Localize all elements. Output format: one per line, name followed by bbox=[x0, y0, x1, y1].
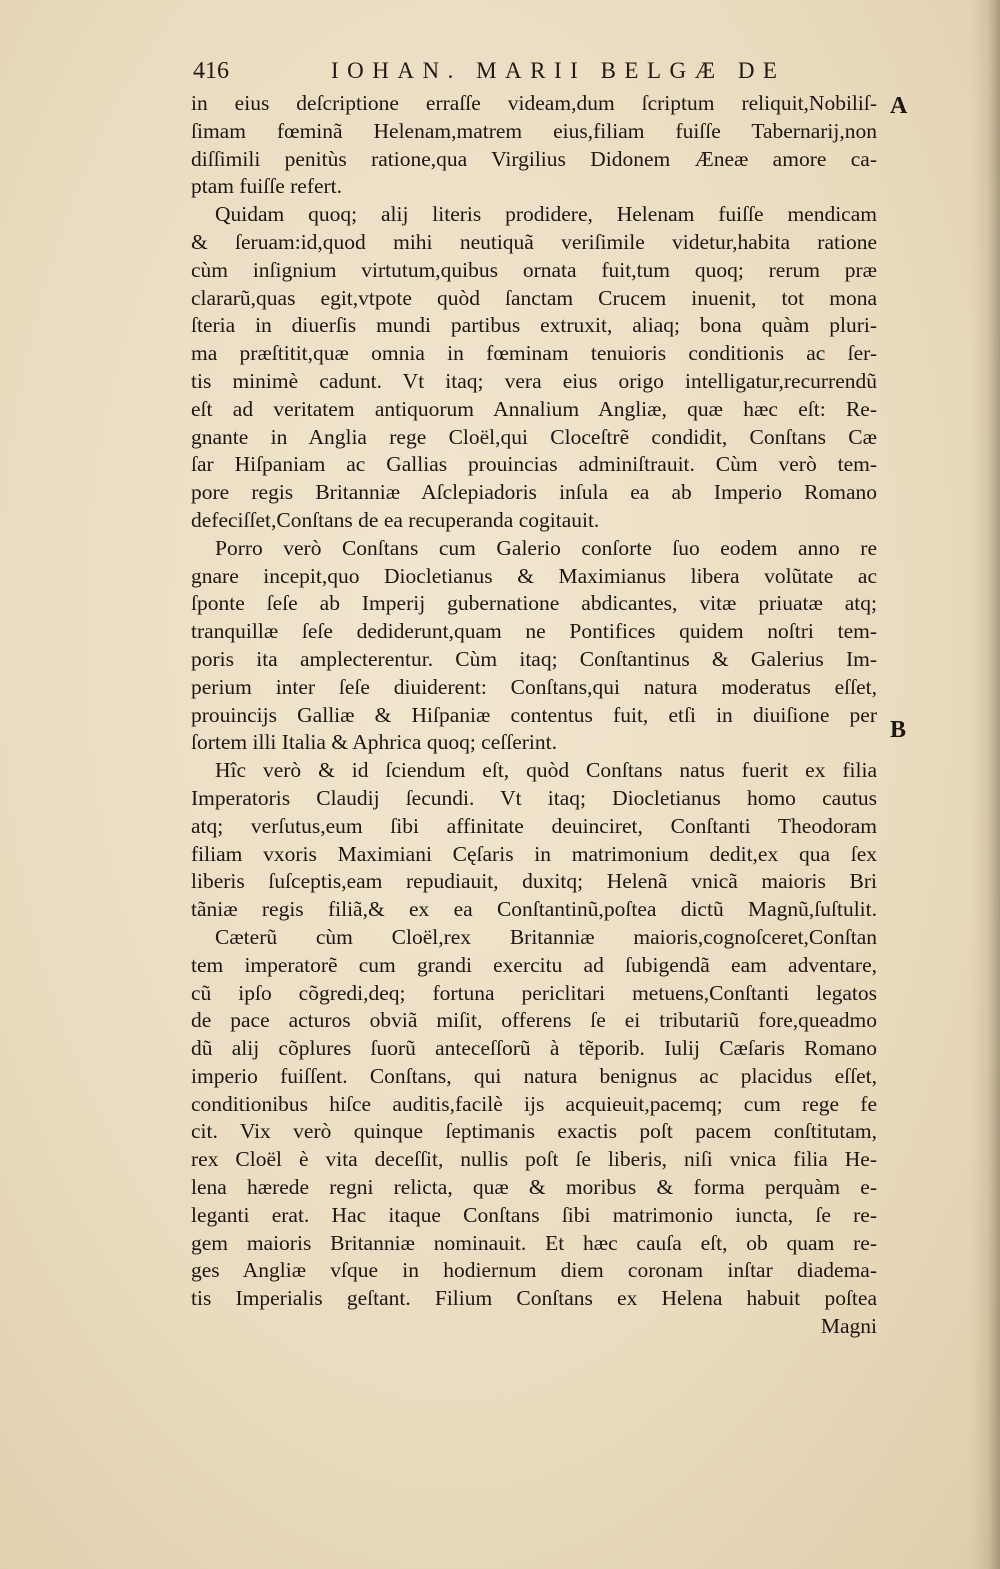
text-line: cũ ipſo cõgredi,deq; fortuna periclitari metuens,Conſtanti legatos bbox=[191, 980, 877, 1005]
text-line: gnare incepit,quo Diocletianus & Maximianus libera volũtate ac bbox=[191, 563, 877, 588]
text-line: liberis ſuſceptis,eam repudiauit, duxitq; Helenã vnicã maioris Bri bbox=[191, 869, 877, 894]
text-line: Imperatoris Claudij ſecundi. Vt itaq; Diocletianus homo cautus bbox=[191, 785, 877, 810]
text-line: Hîc verò & id ſciendum eſt, quòd Conſtans natus fuerit ex filia bbox=[215, 758, 877, 783]
text-line: gem maioris Britanniæ nominauit. Et hæc cauſa eſt, ob quam re- bbox=[191, 1230, 877, 1255]
text-line: ſponte ſeſe ab Imperij gubernatione abdicantes, vitæ priuatæ atq; bbox=[191, 591, 877, 616]
text-line: clararũ,quas egit,vtpote quòd ſanctam Crucem inuenit, tot mona bbox=[191, 285, 877, 310]
text-line: perium inter ſeſe diuiderent: Conſtans,qui natura moderatus eſſet, bbox=[191, 674, 877, 699]
text-line: gnante in Anglia rege Cloël,qui Cloceſtrẽ condidit, Conſtans Cæ bbox=[191, 424, 877, 449]
text-line: defeciſſet,Conſtans de ea recuperanda cogitauit. bbox=[191, 507, 600, 532]
marginal-letter-a: A bbox=[890, 93, 908, 119]
text-line: Cæterũ cùm Cloël,rex Britanniæ maioris,cognoſceret,Conſtan bbox=[215, 924, 877, 949]
text-line: leganti erat. Hac itaque Conſtans ſibi matrimonio iuncta, ſe re- bbox=[191, 1202, 877, 1227]
text-line: tãniæ regis filiã,& ex ea Conſtantinũ,poſtea dictũ Magnũ,ſuſtulit. bbox=[191, 897, 877, 922]
text-line: prouincijs Galliæ & Hiſpaniæ contentus fuit, etſi in diuiſione per bbox=[191, 702, 877, 727]
page-number: 416 bbox=[193, 58, 229, 84]
text-line: cùm inſignium virtutum,quibus ornata fuit,tum quoq; rerum præ bbox=[191, 257, 877, 282]
text-line: Quidam quoq; alij literis prodidere, Helenam fuiſſe mendicam bbox=[215, 202, 877, 227]
text-line: rex Cloël è vita deceſſit, nullis poſt ſe liberis, niſi vnica filia He- bbox=[191, 1147, 877, 1172]
text-line: & ſeruam:id,quod mihi neutiquã veriſimile videtur,habita ratione bbox=[191, 229, 877, 254]
text-line: ptam fuiſſe refert. bbox=[191, 174, 343, 199]
text-line: tis minimè cadunt. Vt itaq; vera eius origo intelligatur,recurrendũ bbox=[191, 368, 877, 393]
text-line: dũ alij cõplures ſuorũ anteceſſorũ à tẽporib. Iulij Cæſaris Romano bbox=[191, 1036, 877, 1061]
text-line: tranquillæ ſeſe dediderunt,quam ne Pontifices quidem noſtri tem- bbox=[191, 619, 877, 644]
text-line: ges Angliæ vſque in hodiernum diem coronam inſtar diadema- bbox=[191, 1258, 877, 1283]
body-text bbox=[191, 90, 877, 1341]
text-line: eſt ad veritatem antiquorum Annalium Angliæ, quæ hæc eſt: Re- bbox=[191, 396, 877, 421]
binding-shadow bbox=[970, 0, 1000, 1569]
text-line: atq; verſutus,eum ſibi affinitate deuinciret, Conſtanti Theodoram bbox=[191, 813, 877, 838]
text-line: lena hærede regni relicta, quæ & moribus & forma perquàm e- bbox=[191, 1175, 877, 1200]
running-head bbox=[193, 56, 873, 86]
text-line: poris ita amplecterentur. Cùm itaq; Conſtantinus & Galerius Im- bbox=[191, 646, 877, 671]
text-line: ma præſtitit,quæ omnia in fœminam tenuioris conditionis ac ſer- bbox=[191, 341, 877, 366]
text-line: imperio fuiſſent. Conſtans, qui natura benignus ac placidus eſſet, bbox=[191, 1063, 877, 1088]
running-head-title: IOHAN. MARII BELGÆ DE bbox=[331, 58, 786, 83]
text-line: ſar Hiſpaniam ac Gallias prouincias adminiſtrauit. Cùm verò tem- bbox=[191, 452, 877, 477]
text-line: tem imperatorẽ cum grandi exercitu ad ſubigendã eam adventare, bbox=[191, 952, 877, 977]
text-line: cit. Vix verò quinque ſeptimanis exactis poſt pacem conſtitutam, bbox=[191, 1119, 877, 1144]
text-line: filiam vxoris Maximiani Cęſaris in matrimonium dedit,ex qua ſex bbox=[191, 841, 877, 866]
text-line: ſteria in diuerſis mundi partibus extruxit, aliaq; bona quàm pluri- bbox=[191, 313, 877, 338]
text-line: pore regis Britanniæ Aſclepiadoris inſula ea ab Imperio Romano bbox=[191, 480, 877, 505]
text-line: ſimam fœminã Helenam,matrem eius,filiam fuiſſe Tabernarij,non bbox=[191, 118, 877, 143]
text-line: tis Imperialis geſtant. Filium Conſtans ex Helena habuit poſtea bbox=[191, 1286, 877, 1311]
text-line: in eius deſcriptione erraſſe videam,dum ſcriptum reliquit,Nobiliſ- bbox=[191, 91, 877, 115]
catchword: Magni bbox=[820, 1314, 877, 1339]
text-line: diſſimili penitùs ratione,qua Virgilius Didonem Æneæ amore ca- bbox=[191, 146, 877, 171]
text-line: de pace acturos obviã miſit, offerens ſe ei tributariũ fore,queadmo bbox=[191, 1008, 877, 1033]
text-line: ſortem illi Italia & Aphrica quoq; ceſſerint. bbox=[191, 730, 557, 755]
text-line: conditionibus hiſce auditis,facilè ijs acquieuit,pacemq; cum rege fe bbox=[191, 1091, 877, 1116]
marginal-letter-b: B bbox=[890, 717, 907, 743]
text-line: Porro verò Conſtans cum Galerio conſorte ſuo eodem anno re bbox=[215, 535, 877, 560]
